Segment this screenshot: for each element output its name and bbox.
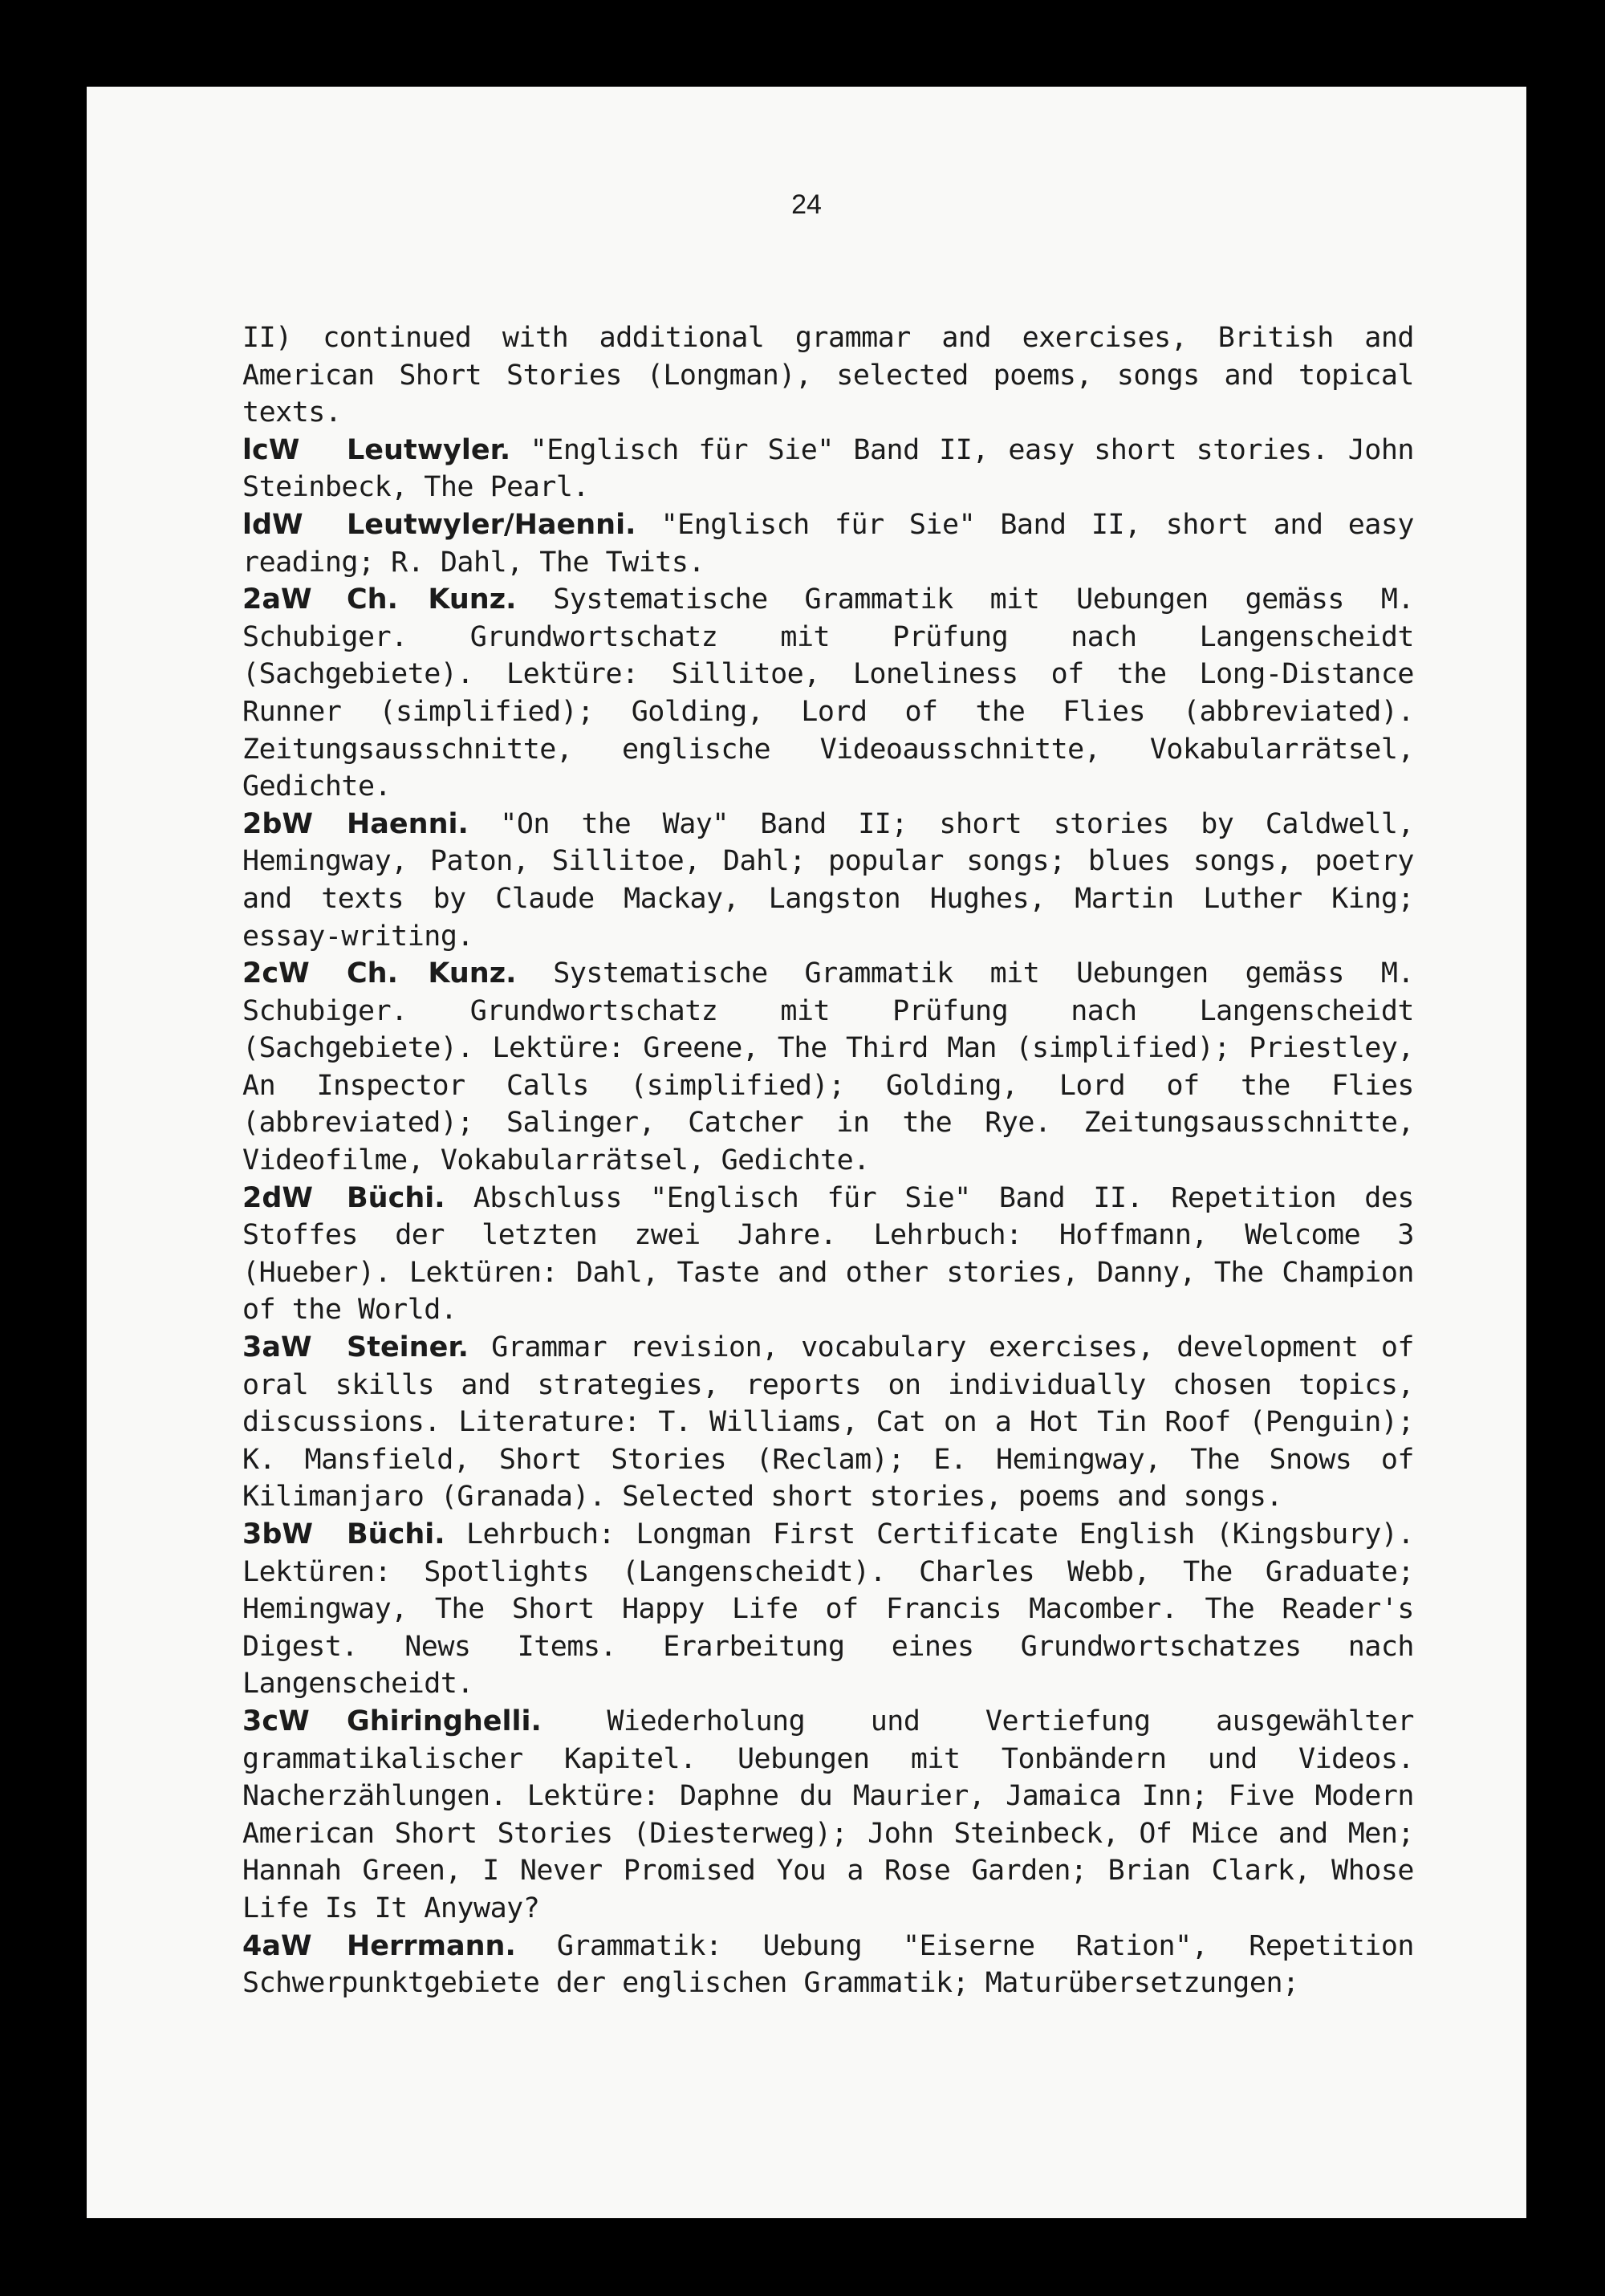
teacher-name: Herrmann. [347,1929,516,1962]
course-entry-3cW [242,1703,1414,1928]
page-number: 24 [791,189,822,220]
course-entry-3bW [242,1516,1414,1703]
course-text: "On the Way" Band II; short stories by Caldwell, Hemingway, Paton, Sillitoe, Dahl; popular songs; blues songs, poetry and texts by Claude Mackay, Langston Hughes, Martin Luther King; essay-writing. [242,807,1414,953]
class-code: 3aW [242,1331,312,1364]
class-code: 3bW [242,1518,314,1550]
intro-paragraph: II) continued with additional grammar and exercises, British and American Short Stories (Longman), selected poems, songs and topical texts. [242,322,1414,429]
class-code: ldW [242,508,303,541]
course-text: Abschluss "Englisch für Sie" Band II. Repetition des Stoffes der letzten zwei Jahre. Lehrbuch: Hoffmann, Welcome 3 (Hueber). Lektüren: Dahl, Taste and other stories, Danny, The Champion of the World. [242,1181,1414,1327]
course-descriptions [242,319,1414,2002]
class-code: 2dW [242,1181,314,1214]
class-code: lcW [242,433,300,466]
course-entry-3aW [242,1329,1414,1516]
class-code: 4aW [242,1929,312,1962]
teacher-name: Ghiringhelli. [347,1705,542,1737]
class-code: 2bW [242,807,314,840]
course-text: Grammar revision, vocabulary exercises, development of oral skills and strategies, reports on individually chosen topics, discussions. Literature: T. Williams, Cat on a Hot Tin Roof (Penguin); K. Mansfield, Short Stories (Reclam); E. Hemingway, The Snows of Kilimanjaro (Granada). Selected short stories, poems and songs. [242,1331,1414,1514]
course-entry-1cW [242,432,1414,506]
class-code: 3cW [242,1705,310,1737]
course-text: "Englisch für Sie" Band II, short and easy reading; R. Dahl, The Twits. [242,508,1414,579]
course-text: Wiederholung und Vertiefung ausgewählter grammatikalischer Kapitel. Uebungen mit Tonbändern und Videos. Nacherzählungen. Lektüre: Daphne du Maurier, Jamaica Inn; Five Modern American Short Stories (Diesterweg); John Steinbeck, Of Mice and Men; Hannah Green, I Never Promised You a Rose Garden; Brian Clark, Whose Life Is It Anyway? [242,1705,1414,1924]
course-entry-2bW [242,806,1414,955]
course-entry-4aW [242,1928,1414,2002]
course-entry-2cW [242,955,1414,1180]
teacher-name: Büchi. [347,1181,445,1214]
teacher-name: Steiner. [347,1331,469,1364]
course-entry-2aW [242,581,1414,806]
course-text: Grammatik: Uebung "Eiserne Ration", Repetition Schwerpunktgebiete der englischen Grammatik; Maturübersetzungen; [242,1929,1414,2000]
course-text: "Englisch für Sie" Band II, easy short stories. John Steinbeck, The Pearl. [242,433,1415,504]
teacher-name: Ch. Kunz. [347,957,517,990]
course-entry-1dW [242,506,1414,581]
course-entry-2dW [242,1180,1414,1329]
teacher-name: Ch. Kunz. [347,583,517,616]
class-code: 2aW [242,583,312,616]
teacher-name: Büchi. [347,1518,445,1550]
course-text: Lehrbuch: Longman First Certificate English (Kingsbury). Lektüren: Spotlights (Langenscheidt). Charles Webb, The Graduate; Hemingway, The Short Happy Life of Francis Macomber. The Reader's Digest. News Items. Erarbeitung eines Grundwortschatzes nach Langenscheidt. [242,1518,1414,1701]
teacher-name: Leutwyler/Haenni. [347,508,636,541]
teacher-name: Haenni. [347,807,469,840]
course-text: Systematische Grammatik mit Uebungen gemäss M. Schubiger. Grundwortschatz mit Prüfung nach Langenscheidt (Sachgebiete). Lektüre: Greene, The Third Man (simplified); Priestley, An Inspector Calls (simplified); Golding, Lord of the Flies (abbreviated); Salinger, Catcher in the Rye. Zeitungsausschnitte, Videofilme, Vokabularrätsel, Gedichte. [242,957,1415,1177]
course-text: Systematische Grammatik mit Uebungen gemäss M. Schubiger. Grundwortschatz mit Prüfung nach Langenscheidt (Sachgebiete). Lektüre: Sillitoe, Loneliness of the Long-Distance Runner (simplified); Golding, Lord of the Flies (abbreviated). Zeitungsausschnitte, englische Videoausschnitte, Vokabularrätsel, Gedichte. [242,583,1415,803]
teacher-name: Leutwyler. [347,433,511,466]
document-page [87,87,1526,2218]
class-code: 2cW [242,957,310,990]
